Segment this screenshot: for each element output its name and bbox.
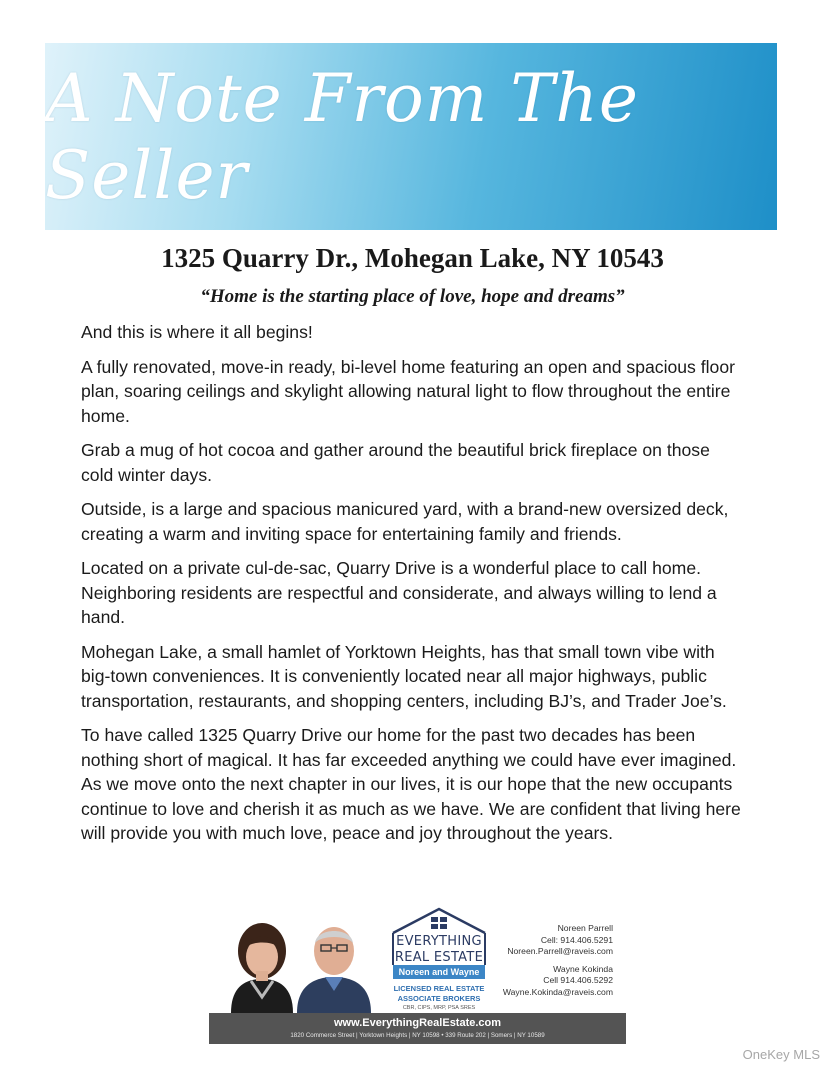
header-banner [45, 43, 777, 230]
agent1-email[interactable]: Noreen.Parrell@raveis.com [507, 946, 613, 957]
agent2-email[interactable]: Wayne.Kokinda@raveis.com [502, 986, 613, 997]
agent-contacts [501, 923, 613, 999]
license-line2: ASSOCIATE BROKERS [397, 994, 481, 1003]
paragraph: Outside, is a large and spacious manicured yard, with a brand-new oversized deck, creating a warm and inviting space for entertaining family and friends. [81, 499, 729, 544]
agents-photo [217, 913, 379, 1013]
paragraph: Mohegan Lake, a small hamlet of Yorktown Heights, has that small town vibe with big-town conveniences. It is conveniently located near all major highways, public transportation, restaurants, and shopping centers, including BJ’s, and Trader Joe’s. [81, 641, 727, 711]
mls-watermark: OneKey MLS [742, 1047, 820, 1062]
agent2-cell: Cell 914.406.5292 [543, 975, 613, 986]
paragraph: Grab a mug of hot cocoa and gather around the beautiful brick fireplace on those cold winter days. [81, 440, 710, 485]
paragraph: To have called 1325 Quarry Drive our home for the past two decades has been nothing short of magical. It has far exceeded anything we could have ever imagined. As we move onto the next chapter in our lives, it is our hope that the new occupants continue to love and cherish it as much as we have. We are confident that living here will provide you with much love, peace and joy throughout the years. [81, 725, 741, 843]
office-addresses: 1820 Commerce Street | Yorktown Heights | NY 10598 • 339 Route 202 | Somers | NY 10589 [290, 1032, 545, 1039]
logo-subtitle: Noreen and Wayne [393, 965, 485, 979]
brokerage-logo [387, 907, 491, 1013]
agent1-name: Noreen Parrell [557, 923, 613, 933]
paragraph: Located on a private cul-de-sac, Quarry Drive is a wonderful place to call home. Neighboring residents are respectful and considerate, and always willing to lend a hand. [81, 558, 717, 627]
designations: CBR, CIPS, MRP, PSA SRES [402, 1005, 476, 1011]
property-address: 1325 Quarry Dr., Mohegan Lake, NY 10543 [161, 243, 664, 273]
letter-body [81, 320, 746, 856]
agent-footer [209, 905, 626, 1045]
logo-text-line1: EVERYTHING [396, 934, 482, 949]
tagline-quote: “Home is the starting place of love, hope and dreams” [200, 286, 625, 307]
paragraph: And this is where it all begins! [81, 322, 313, 342]
banner-title: A Note From The Seller [45, 59, 639, 214]
paragraph: A fully renovated, move-in ready, bi-level home featuring an open and spacious floor plan, soaring ceilings and skylight allowing natural light to flow throughout the entire home. [81, 356, 735, 426]
license-line1: LICENSED REAL ESTATE [393, 984, 485, 993]
agent1-cell: Cell: 914.406.5291 [540, 934, 613, 945]
website-link[interactable]: www.EverythingRealEstate.com [333, 1017, 502, 1029]
agent-photo-man [289, 913, 379, 1013]
footer-bar [209, 1013, 626, 1044]
logo-text-line2: REAL ESTATE [394, 950, 484, 965]
agent2-name: Wayne Kokinda [553, 963, 613, 974]
